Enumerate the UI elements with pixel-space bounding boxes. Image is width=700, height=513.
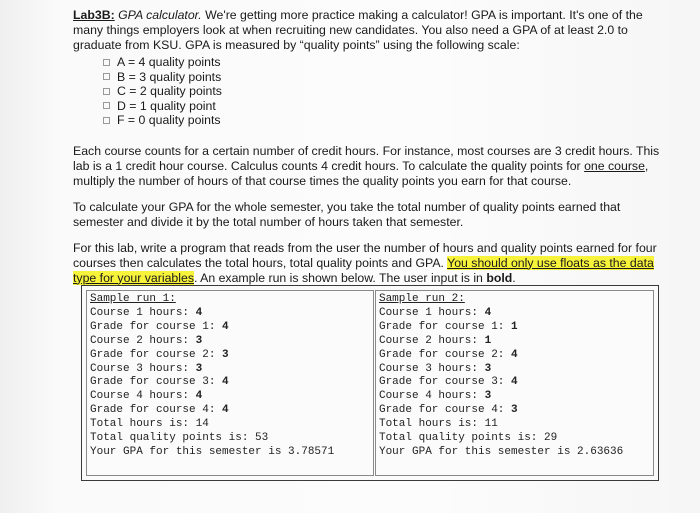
sample-line xyxy=(379,376,650,390)
user-input-value: 4 xyxy=(222,376,229,389)
user-input-value: 3 xyxy=(511,404,518,417)
user-input-value: 3 xyxy=(222,348,229,361)
sample-line-label: Total quality points is: 29 xyxy=(378,432,558,445)
user-input-value: 3 xyxy=(195,334,203,347)
sample-line xyxy=(379,404,650,418)
sample-line-label: Grade for course 2: xyxy=(378,348,512,361)
sample-line xyxy=(379,390,650,404)
checkbox-bullet-icon xyxy=(103,102,110,109)
sample-line-label: Course 4 hours: xyxy=(378,390,485,403)
lab-instructions-paragraph xyxy=(73,241,673,286)
user-input-value: 4 xyxy=(195,390,203,403)
sample-line-label: Course 3 hours: xyxy=(378,362,485,375)
sample-line-label: Grade for course 3: xyxy=(378,376,512,389)
intro-text: We're getting more practice making a calculator! GPA is important. It's one of the many things employers look at when recruiting new candidates. You also need a GPA of at least 2.0 to graduate from KSU. GPA is measured by “quality points” using the following scale: xyxy=(73,8,643,52)
para1-text-a: Each course counts for a certain number of credit hours. For instance, most courses are 3 credit hours. This lab is a 1 credit hour course. Calculus counts 4 credit hours. To calculate the quality points for xyxy=(73,143,660,173)
highlighted-requirement: You should only use floats as the data type for your variables xyxy=(73,255,654,285)
sample-line xyxy=(90,349,370,363)
sample-line-label: Grade for course 3: xyxy=(90,376,223,389)
sample-line xyxy=(90,321,370,335)
sample-line xyxy=(379,446,650,460)
sample-line xyxy=(379,363,650,377)
sample-run-header: Sample run 1: xyxy=(90,293,176,305)
sample-line xyxy=(90,390,370,404)
user-input-value: 4 xyxy=(484,306,492,319)
lab-label: Lab3B: xyxy=(73,8,115,22)
intro-paragraph xyxy=(73,8,673,53)
sample-line xyxy=(90,363,370,377)
list-item xyxy=(103,70,673,85)
user-input-value: 4 xyxy=(511,376,518,389)
list-item xyxy=(103,99,673,114)
sample-line-label: Total hours is: 14 xyxy=(90,418,209,431)
sample-line-label: Grade for course 1: xyxy=(378,320,512,333)
sample-line xyxy=(379,321,650,335)
sample-line-label: Course 2 hours: xyxy=(90,334,196,347)
sample-line xyxy=(90,404,370,418)
lab-subtitle: GPA calculator. xyxy=(118,8,202,22)
sample-line xyxy=(379,432,650,446)
sample-line-label: Total quality points is: 53 xyxy=(90,432,269,445)
para3-bold: bold xyxy=(486,270,513,285)
user-input-value: 4 xyxy=(511,348,518,361)
checkbox-bullet-icon xyxy=(103,88,110,95)
grade-scale-list xyxy=(73,55,673,128)
scale-item-label: D = 1 quality point xyxy=(117,98,216,113)
para1-underlined: one course xyxy=(584,158,645,173)
credit-hours-paragraph xyxy=(73,144,673,189)
sample-line xyxy=(90,335,370,349)
list-item xyxy=(103,84,673,99)
para1-text-b: , multiply the number of hours of that course times the quality points you earn for that course. xyxy=(73,158,649,188)
checkbox-bullet-icon xyxy=(103,59,110,66)
user-input-value: 4 xyxy=(222,320,229,333)
sample-run-1 xyxy=(86,290,374,476)
document-body xyxy=(73,8,673,286)
checkbox-bullet-icon xyxy=(103,117,110,124)
sample-line xyxy=(90,432,370,446)
sample-line-label: Total hours is: 11 xyxy=(378,418,498,431)
list-item xyxy=(103,55,673,70)
sample-line-label: Course 4 hours: xyxy=(90,390,196,403)
scale-item-label: B = 3 quality points xyxy=(117,69,222,84)
sample-line-label: Grade for course 4: xyxy=(90,404,223,417)
sample-line-label: Course 1 hours: xyxy=(378,306,485,319)
sample-line xyxy=(90,418,370,432)
checkbox-bullet-icon xyxy=(103,73,110,80)
sample-line-label: Course 3 hours: xyxy=(90,362,196,375)
sample-run-2 xyxy=(375,290,654,476)
user-input-value: 3 xyxy=(484,362,492,375)
sample-line-label: Grade for course 4: xyxy=(378,404,512,417)
scale-item-label: A = 4 quality points xyxy=(117,55,221,69)
sample-line xyxy=(379,349,650,363)
user-input-value: 4 xyxy=(195,306,203,319)
sample-line-label: Grade for course 2: xyxy=(90,348,223,361)
sample-line xyxy=(379,335,650,349)
scale-item-label: F = 0 quality points xyxy=(117,113,221,127)
list-item xyxy=(103,113,673,128)
sample-line-label: Course 2 hours: xyxy=(378,334,485,347)
gpa-paragraph: To calculate your GPA for the whole semester, you take the total number of quality points earned that semester and divide it by the total number of hours taken that semester. xyxy=(73,199,621,229)
para3-text-b: . An example run is shown below. The user input is in xyxy=(193,270,487,285)
sample-line xyxy=(379,418,650,432)
para3-text-c: . xyxy=(512,270,516,285)
sample-line-label: Grade for course 1: xyxy=(90,320,223,333)
user-input-value: 4 xyxy=(222,404,229,417)
sample-line xyxy=(90,376,370,390)
user-input-value: 3 xyxy=(484,390,492,403)
sample-line-label: Course 1 hours: xyxy=(90,306,196,319)
sample-line xyxy=(90,446,370,460)
sample-line xyxy=(90,307,370,321)
sample-runs-table xyxy=(81,285,659,481)
user-input-value: 1 xyxy=(511,320,518,333)
para3-text-a: For this lab, write a program that reads from the user the number of hours and quality points earned for four courses then calculates the total hours, total quality points and GPA. xyxy=(73,240,657,270)
sample-line-label: Your GPA for this semester is 3.78571 xyxy=(90,445,335,458)
sample-line xyxy=(379,307,650,321)
sample-run-header: Sample run 2: xyxy=(378,293,465,305)
scale-item-label: C = 2 quality points xyxy=(117,84,222,98)
sample-line-label: Your GPA for this semester is 2.63636 xyxy=(378,445,624,458)
user-input-value: 1 xyxy=(484,334,492,347)
user-input-value: 3 xyxy=(195,362,203,375)
